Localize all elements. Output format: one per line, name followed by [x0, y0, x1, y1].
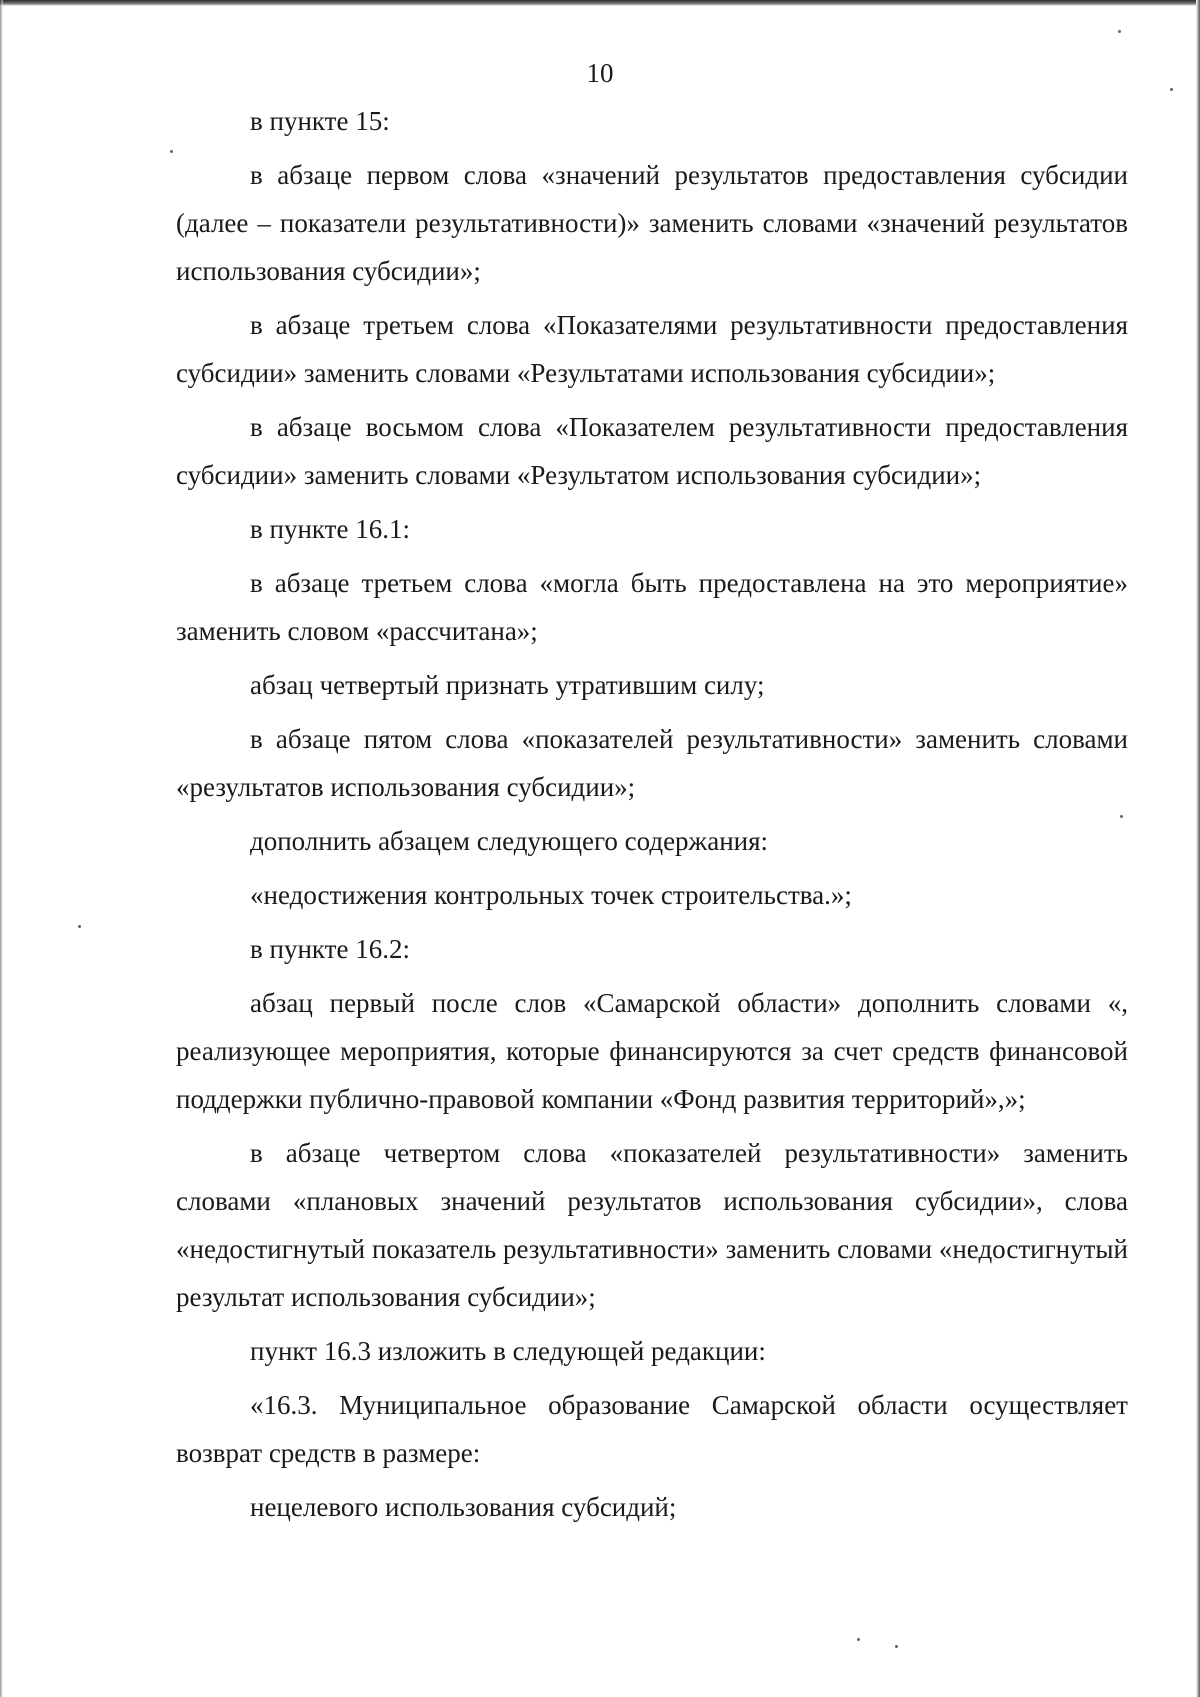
paragraph: в пункте 16.2: [250, 934, 410, 964]
scan-edge-right [1196, 0, 1200, 1697]
paragraph: в абзаце третьем слова «могла быть предоставлена на это мероприятие» заменить словом «рассчитана»; [176, 568, 1128, 646]
paragraph: нецелевого использования субсидий; [250, 1492, 677, 1522]
paragraph: в абзаце пятом слова «показателей результативности» заменить словами «результатов использования субсидии»; [176, 724, 1128, 802]
paragraph: в абзаце первом слова «значений результатов предоставления субсидии (далее – показатели результативности)» заменить словами «значений результатов использования субсидии»; [176, 160, 1128, 286]
paragraph: абзац четвертый признать утратившим силу; [250, 670, 765, 700]
paragraph: пункт 16.3 изложить в следующей редакции: [250, 1336, 766, 1366]
paragraph: в абзаце восьмом слова «Показателем результативности предоставления субсидии» заменить словами «Результатом использования субсидии»; [176, 412, 1128, 490]
scan-edge-top [0, 0, 1200, 6]
page-number: 10 [586, 58, 614, 88]
document-body [176, 97, 1128, 1531]
paragraph: абзац первый после слов «Самарской области» дополнить словами «, реализующее мероприятия, которые финансируются за счет средств финансовой поддержки публично-правовой компании «Фонд развития территорий»,»; [176, 988, 1128, 1114]
paragraph: «16.3. Муниципальное образование Самарской области осуществляет возврат средств в размере: [176, 1390, 1128, 1468]
paragraph: в абзаце третьем слова «Показателями результативности предоставления субсидии» заменить словами «Результатами использования субсидии»; [176, 310, 1128, 388]
scan-speck [78, 925, 81, 928]
paragraph: в пункте 15: [250, 106, 390, 136]
paragraph: в пункте 16.1: [250, 514, 410, 544]
paragraph: дополнить абзацем следующего содержания: [250, 826, 769, 856]
scan-speck [857, 1638, 860, 1641]
scan-speck [1120, 815, 1123, 818]
scan-speck [1170, 88, 1173, 91]
paragraph: «недостижения контрольных точек строительства.»; [250, 880, 852, 910]
paragraph: в абзаце четвертом слова «показателей результативности» заменить словами «плановых значений результатов использования субсидии», слова «недостигнутый показатель результативности» заменить словами «недостигнутый результат использования субсидии»; [176, 1138, 1128, 1312]
scan-speck [170, 150, 173, 153]
scan-edge-left [0, 0, 3, 1697]
scan-speck [895, 1645, 898, 1648]
scan-speck [1118, 30, 1121, 33]
